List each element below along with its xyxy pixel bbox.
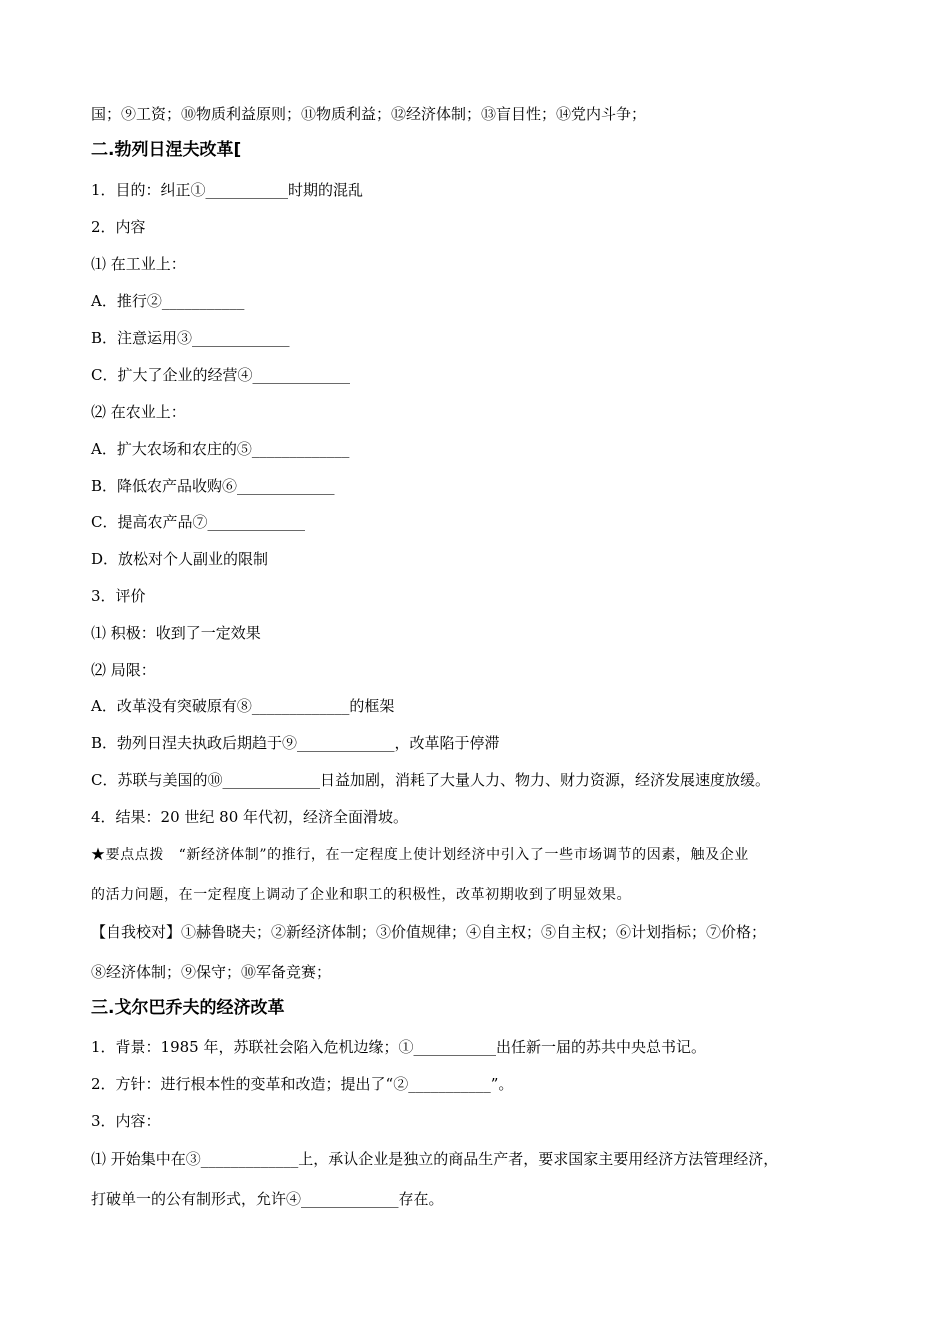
purpose-line: 1．目的：纠正①___________时期的混乱: [91, 181, 364, 199]
content-heading: 2．内容: [91, 218, 146, 236]
section-heading-gorbachev: 三.戈尔巴乔夫的经济改革: [91, 998, 285, 1018]
evaluation-heading: 3．评价: [91, 587, 146, 605]
evaluation-positive: ⑴ 积极：收到了一定效果: [91, 624, 261, 642]
section-heading-brezhnev: 二.勃列日涅夫改革[: [91, 140, 242, 160]
agriculture-item-d: D．放松对个人副业的限制: [91, 550, 269, 568]
answer-key-continuation: 国；⑨工资；⑩物质利益原则；⑪物质利益；⑫经济体制；⑬盲目性；⑭党内斗争；: [91, 105, 647, 123]
self-check-answers-continued: ⑧经济体制；⑨保守；⑩军备竞赛；: [91, 963, 332, 981]
content-item-1-continued: 打破单一的公有制形式，允许④_____________存在。: [91, 1190, 444, 1208]
background-line: 1．背景：1985 年，苏联社会陷入危机边缘；①___________出任新一届的苏共中央总书记。: [91, 1038, 706, 1056]
agriculture-item-b: B．降低农产品收购⑥_____________: [91, 477, 335, 495]
self-check-answers: 【自我校对】①赫鲁晓夫；②新经济体制；③价值规律；④自主权；⑤自主权；⑥计划指标；⑦价格；: [91, 923, 767, 941]
limits-item-c: C．苏联与美国的⑩_____________日益加剧，消耗了大量人力、物力、财力资源，经济发展速度放缓。: [91, 771, 770, 789]
industry-item-c: C．扩大了企业的经营④_____________: [91, 366, 350, 384]
key-point-tip-continued: 的活力问题，在一定程度上调动了企业和职工的积极性，改革初期收到了明显效果。: [91, 887, 632, 903]
industry-item-b: B．注意运用③_____________: [91, 329, 290, 347]
content-heading-gorbachev: 3．内容：: [91, 1112, 161, 1130]
content-item-1: ⑴ 开始集中在③_____________上，承认企业是独立的商品生产者，要求国家主要用经济方法管理经济，: [91, 1150, 779, 1168]
limits-item-a: A．改革没有突破原有⑧_____________的框架: [91, 697, 395, 715]
result-line: 4．结果：20 世纪 80 年代初，经济全面滑坡。: [91, 808, 409, 826]
evaluation-limits: ⑵ 局限：: [91, 661, 156, 679]
agriculture-item-c: C．提高农产品⑦_____________: [91, 513, 305, 531]
agriculture-subheading: ⑵ 在农业上：: [91, 403, 186, 421]
agriculture-item-a: A．扩大农场和农庄的⑤_____________: [91, 440, 350, 458]
industry-subheading: ⑴ 在工业上：: [91, 255, 186, 273]
limits-item-b: B．勃列日涅夫执政后期趋于⑨_____________，改革陷于停滞: [91, 734, 500, 752]
policy-line: 2．方针：进行根本性的变革和改造；提出了“②___________”。: [91, 1075, 514, 1093]
industry-item-a: A．推行②___________: [91, 292, 245, 310]
key-point-tip: ★要点点拨 “新经济体制”的推行，在一定程度上使计划经济中引入了一些市场调节的因素，触及企业: [91, 847, 749, 863]
